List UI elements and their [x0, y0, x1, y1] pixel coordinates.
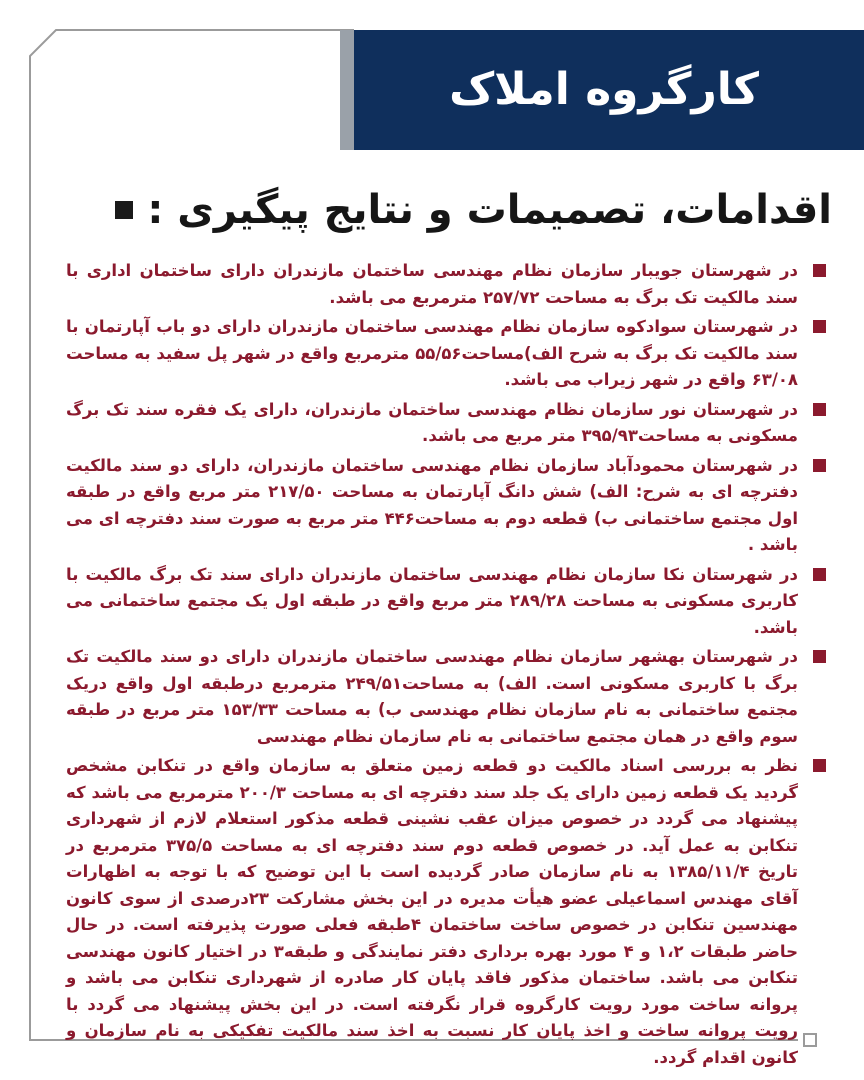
list-item [66, 753, 826, 1071]
header-accent-strip [340, 30, 354, 150]
bullet-square-icon [813, 320, 826, 333]
list-item-text: در شهرستان نکا سازمان نظام مهندسی ساختمان مازندران دارای سند تک برگ مالکیت با کاربری مسکونی به مساحت ۲۸۹/۲۸ متر مربع واقع در طبقه اول یک مجتمع ساختمانی می باشد. [66, 564, 798, 637]
list-item [66, 562, 826, 642]
bullet-square-icon [813, 568, 826, 581]
header-title: کارگروه املاک [449, 64, 759, 115]
list-item [66, 258, 826, 311]
list-item [66, 644, 826, 750]
list-item-text: در شهرستان جویبار سازمان نظام مهندسی ساختمان مازندران دارای ساختمان اداری با سند مالکیت تک برگ به مساحت ۲۵۷/۷۲ مترمربع می باشد. [66, 261, 798, 307]
list-item-text: در شهرستان محمودآباد سازمان نظام مهندسی ساختمان مازندران، دارای دو سند مالکیت دفترچه ای به شرح: الف) شش دانگ آپارتمان به مساحت ۲۱۷/۵۰ متر مربع واقع در طبقه اول مجتمع ساختمانی ب) قطعه دوم به مساحت۴۴۶ متر مربع به صورت سند دفترچه ای می باشد . [66, 455, 798, 554]
bullet-square-icon [813, 759, 826, 772]
bullet-square-icon [813, 264, 826, 277]
list-item-text: در شهرستان بهشهر سازمان نظام مهندسی ساختمان مازندران دارای دو سند مالکیت تک برگ با کاربری مسکونی است. الف) به مساحت۲۴۹/۵۱ مترمربع درطبقه اول واقع دریک مجتمع ساختمانی به نام سازمان نظام مهندسی ب) به مساحت ۱۵۳/۳۳ متر مربع در طبقه سوم واقع در همان مجتمع ساختمانی به نام سازمان نظام مهندسی [66, 647, 798, 746]
list-item-text: در شهرستان سوادکوه سازمان نظام مهندسی ساختمان مازندران دارای دو باب آپارتمان با سند مالکیت تک برگ به شرح الف)مساحت۵۵/۵۶ مترمربع واقع در شهر پل سفید به مساحت ۶۳/۰۸ واقع در شهر زیراب می باشد. [66, 317, 798, 389]
list-item [66, 314, 826, 394]
list-item-text: نظر به بررسی اسناد مالکیت دو قطعه زمین متعلق به سازمان واقع در تنکابن مشخص گردید یک قطعه زمین دارای یک جلد سند دفترچه ای به مساحت ۲۰۰/۳ مترمربع می باشد که پیشنهاد می گردد در خصوص میزان عقب نشینی قطعه مذکور استعلام لازم از شهرداری تنکابن به عمل آید. در خصوص قطعه دوم سند دفترچه ای به مساحت ۳۷۵/۵ مترمربع در تاریخ ۱۳۸۵/۱۱/۴ به نام سازمان صادر گردیده است با این توضیح که با توجه به اظهارات آقای مهندس اسماعیلی عضو هیأت مدیره در این بخش مشارکت ۲۳درصدی از سوی کانون مهندسین تنکابن در خصوص ساخت ساختمان ۴طبقه فعلی صورت پذیرفته است. در حال حاضر طبقات ۱،۲ و ۴ مورد بهره برداری دفتر نمایندگی و طبقه۳ در اختیار کانون مهندسی تنکابن می باشد. ساختمان مذکور فاقد پایان کار صادره از شهرداری تنکابن می باشد و پروانه ساخت مورد رویت کارگروه قرار نگرفته است. در این بخش پیشنهاد می گردد با رویت پروانه ساخت و اخذ پایان کار نسبت به اخذ سند مالکیت تفکیکی به نام سازمان و کانون اقدام گردد. [66, 756, 798, 1067]
list-item [66, 397, 826, 450]
bullet-square-icon [813, 403, 826, 416]
section-square-icon [115, 201, 133, 219]
header-banner [354, 30, 864, 150]
bullet-square-icon [813, 459, 826, 472]
section-title: اقدامات، تصمیمات و نتایج پیگیری : [147, 187, 832, 233]
items-list [66, 258, 826, 1074]
bullet-square-icon [813, 650, 826, 663]
section-heading [52, 188, 832, 232]
list-item [66, 453, 826, 559]
list-item-text: در شهرستان نور سازمان نظام مهندسی ساختمان مازندران، دارای یک فقره سند تک برگ مسکونی به مساحت۳۹۵/۹۳ متر مربع می باشد. [66, 399, 798, 445]
